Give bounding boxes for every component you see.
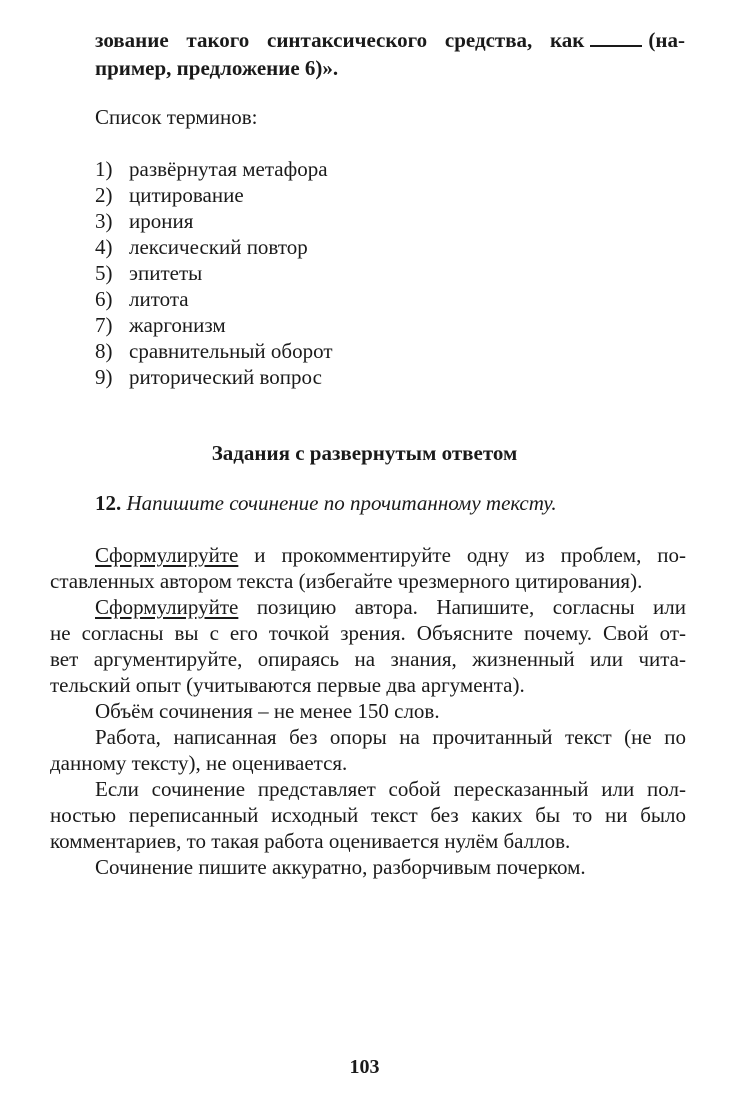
quote-line-2: пример, предложение 6)». [95,56,339,80]
paragraph-line: Сочинение пишите аккуратно, разборчивым почерком. [95,855,586,879]
paragraph-line: тельский опыт (учитываются первые два аргумента). [50,673,525,697]
list-item-number: 4) [95,235,113,259]
list-item-number: 5) [95,261,113,285]
underlined-word: Сформулируйте [95,595,239,619]
line-text: позицию автора. Напишите, согласны или [238,595,686,619]
list-item [95,234,333,260]
paragraph-line: вет аргументируйте, опираясь на знания, жизненный или чита- [50,647,686,671]
list-item-number: 1) [95,157,113,181]
paragraph-handwriting [50,854,686,880]
list-item-text: литота [129,287,189,311]
list-item-text: сравнительный оборот [129,339,333,363]
list-item-text: риторический вопрос [129,365,322,389]
underlined-word: Сформулируйте [95,543,239,567]
list-item-text: эпитеты [129,261,203,285]
paragraph-formulate-problem [50,542,686,594]
paragraph-line: ностью переписанный исходный текст без каких бы то ни было [50,803,686,827]
list-item-number: 9) [95,365,113,389]
paragraph-volume [50,698,686,724]
task-number: 12. [95,491,122,515]
paragraph-line: Объём сочинения – не менее 150 слов. [95,699,440,723]
list-item-number: 6) [95,287,113,311]
list-item [95,260,333,286]
quote-line-1-end: (на- [648,28,685,52]
task-text: Напишите сочинение по прочитанному тексту. [126,491,557,515]
paragraph-line: данному тексту), не оценивается. [50,751,348,775]
task-12 [95,490,557,516]
paragraph-line: ставленных автором текста (избегайте чрезмерного цитирования). [50,569,643,593]
page-number: 103 [349,1056,380,1078]
quote-line-1-text: зование такого синтаксического средства, как [95,28,585,52]
terms-list-title: Список терминов: [95,105,258,129]
continued-quote [95,26,685,82]
paragraph-author-position [50,594,686,698]
paragraph-line: Работа, написанная без опоры на прочитанный текст (не по [95,725,686,749]
list-item [95,338,333,364]
list-item [95,156,333,182]
list-item-number: 8) [95,339,113,363]
terms-list [95,156,333,390]
list-item-number: 3) [95,209,113,233]
list-item-text: ирония [129,209,194,233]
quote-line-1 [95,26,685,54]
list-item [95,312,333,338]
list-item [95,208,333,234]
list-item-text: лексический повтор [129,235,308,259]
answer-blank [590,29,642,47]
list-item [95,286,333,312]
paragraph-line [50,542,686,568]
paragraph-line: не согласны вы с его точкой зрения. Объясните почему. Свой от- [50,621,686,645]
list-item-number: 2) [95,183,113,207]
instructions [50,542,686,880]
list-item-text: цитирование [129,183,244,207]
list-item [95,364,333,390]
list-item-text: развёрнутая метафора [129,157,328,181]
section-title: Задания с развернутым ответом [211,441,518,465]
list-item-text: жаргонизм [129,313,226,337]
list-item [95,182,333,208]
list-item-number: 7) [95,313,113,337]
line-text: и прокомментируйте одну из проблем, по- [238,543,686,567]
paragraph-retelling [50,776,686,854]
paragraph-line: комментариев, то такая работа оценивается нулём баллов. [50,829,571,853]
paragraph-line: Если сочинение представляет собой пересказанный или пол- [95,777,686,801]
paragraph-line [50,594,686,620]
paragraph-no-basis [50,724,686,776]
